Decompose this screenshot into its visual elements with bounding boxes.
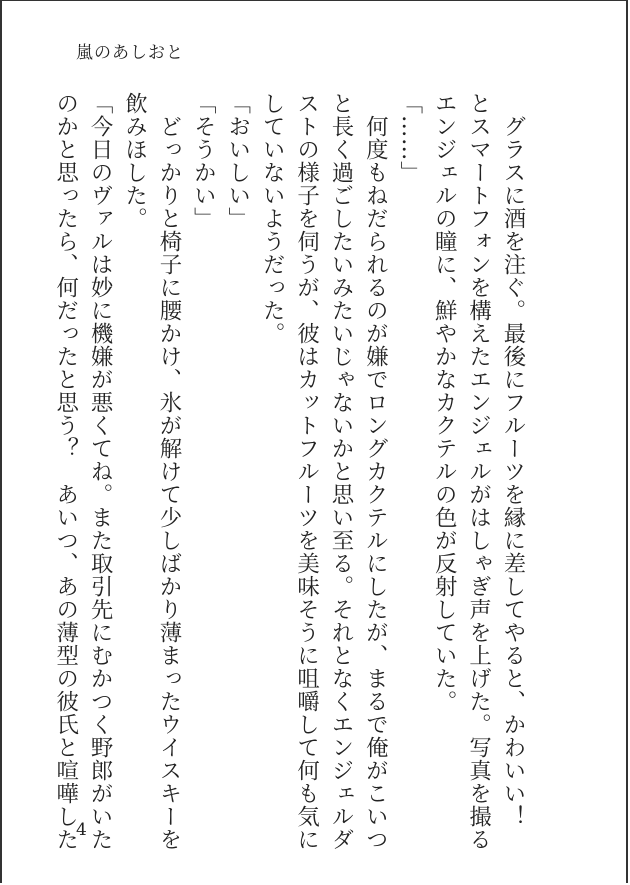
text-line: のかと思ったら、何だったと思う？ あいつ、あの薄型の彼氏と喧嘩した <box>52 92 79 851</box>
text-line: 飲みほした。 <box>121 92 148 230</box>
text-line: していないようだった。 <box>259 92 286 345</box>
text-line: 何度もねだられるのが嫌でロングカクテルにしたが、まるで俺がこいつ <box>362 92 389 851</box>
text-line: 「……」 <box>396 92 423 184</box>
text-line: グラスに酒を注ぐ。最後にフルーツを縁に差してやると、かわいい！ <box>500 92 526 828</box>
text-line: どっかりと椅子に腰かけ、氷が解けて少しばかり薄まったウイスキーを <box>155 92 182 851</box>
body-text <box>48 92 530 851</box>
text-line: とスマートフォンを構えたエンジェルがはしゃぎ声を上げた。写真を撮る <box>465 92 492 851</box>
text-line: 「そうかい」 <box>190 92 217 230</box>
text-line: 「おいしい」 <box>224 92 251 230</box>
text-line: ストの様子を伺うが、彼はカットフルーツを美味そうに咀嚼して何も気に <box>293 92 320 851</box>
page-number: 4 <box>76 820 87 840</box>
text-line: と長く過ごしたいみたいじゃないかと思い至る。それとなくエンジェルダ <box>327 92 354 851</box>
text-line: エンジェルの瞳に、鮮やかなカクテルの色が反射していた。 <box>431 92 458 713</box>
text-line: 「今日のヴァルは妙に機嫌が悪くてね。また取引先にむかつく野郎がいた <box>87 92 114 851</box>
running-head: 嵐のあしおと <box>76 43 184 63</box>
